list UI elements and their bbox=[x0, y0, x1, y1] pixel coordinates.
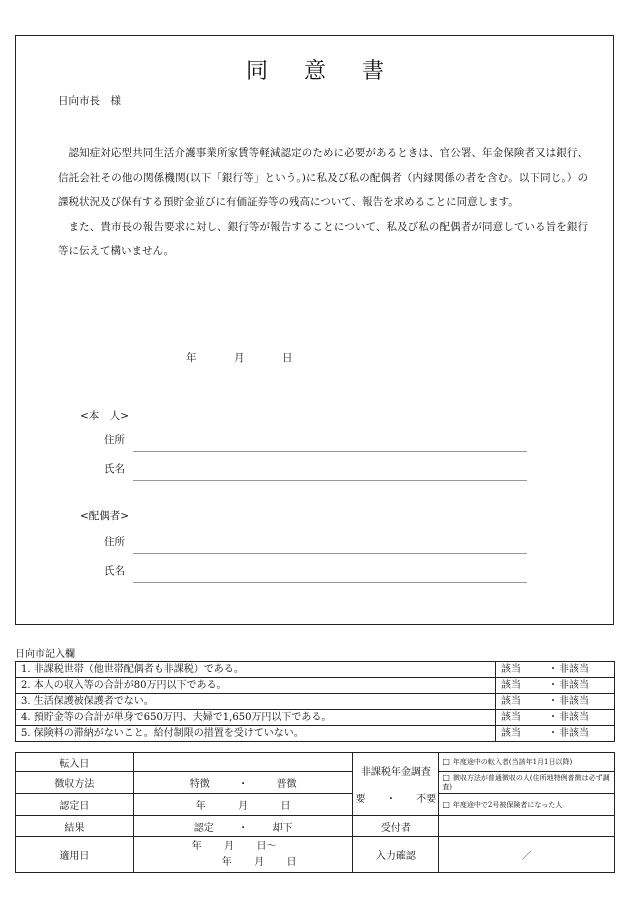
condition-text: 3. 生活保護被保護者でない。 bbox=[16, 694, 496, 710]
separator: ・ bbox=[238, 822, 249, 834]
applicable-option[interactable]: 該当 bbox=[501, 728, 521, 739]
not-applicable-option[interactable]: 非該当 bbox=[559, 728, 589, 739]
separator: ・ bbox=[548, 696, 558, 707]
consent-body bbox=[58, 141, 588, 264]
checkbox-icon[interactable]: □ bbox=[442, 773, 450, 782]
applicable-option[interactable]: 該当 bbox=[501, 696, 521, 707]
approved-option[interactable]: 認定 bbox=[193, 822, 214, 834]
separator: ・ bbox=[548, 712, 558, 723]
date-day-label: 日 bbox=[282, 352, 293, 364]
input-check-field[interactable] bbox=[439, 837, 615, 873]
condition-choice bbox=[496, 662, 615, 678]
date-year-label: 年 bbox=[186, 352, 197, 364]
applied-date-label: 適用日 bbox=[16, 837, 134, 873]
office-form-table bbox=[15, 752, 615, 873]
input-check-label: 入力確認 bbox=[353, 837, 439, 873]
condition-row bbox=[16, 694, 615, 710]
eligibility-table bbox=[15, 661, 615, 742]
separator: ・ bbox=[548, 680, 558, 691]
condition-text: 5. 保険料の滞納がないこと。給付制限の措置を受けていない。 bbox=[16, 726, 496, 742]
condition-text: 2. 本人の収入等の合計が80万円以下である。 bbox=[16, 678, 496, 694]
principal-label: <本 人> bbox=[80, 410, 130, 422]
note-transfer[interactable]: □ 年度途中の転入者(当該年1月1日以降) bbox=[439, 753, 615, 772]
receiver-field[interactable] bbox=[439, 816, 615, 837]
applicable-option[interactable]: 該当 bbox=[501, 680, 521, 691]
condition-row bbox=[16, 726, 615, 742]
not-applicable-option[interactable]: 非該当 bbox=[559, 680, 589, 691]
condition-choice bbox=[496, 710, 615, 726]
applicable-option[interactable]: 該当 bbox=[501, 712, 521, 723]
not-applicable-option[interactable]: 非該当 bbox=[559, 664, 589, 675]
collection-method-label: 徴収方法 bbox=[16, 772, 134, 794]
spouse-name-label: 氏名 bbox=[104, 565, 125, 577]
note-second-insured[interactable]: □ 年度途中で2号被保険者になった人 bbox=[439, 794, 615, 816]
condition-row bbox=[16, 710, 615, 726]
spouse-name-field[interactable] bbox=[133, 582, 527, 583]
transfer-date-field[interactable] bbox=[133, 753, 353, 772]
principal-name-field[interactable] bbox=[133, 480, 527, 481]
checkbox-icon[interactable]: □ bbox=[442, 799, 450, 809]
not-applicable-option[interactable]: 非該当 bbox=[559, 696, 589, 707]
special-collection-option[interactable]: 特徴 bbox=[189, 779, 210, 790]
condition-text: 1. 非課税世帯（他世帯配偶者も非課税）である。 bbox=[16, 662, 496, 678]
survey-needed-option[interactable]: 要 bbox=[355, 794, 366, 805]
applicable-option[interactable]: 該当 bbox=[501, 664, 521, 675]
recognition-date-field[interactable]: 年 月 日 bbox=[133, 794, 353, 816]
principal-address-field[interactable] bbox=[133, 451, 527, 452]
receiver-label: 受付者 bbox=[353, 816, 439, 837]
condition-choice bbox=[496, 678, 615, 694]
normal-collection-option[interactable]: 普徴 bbox=[276, 779, 297, 790]
spouse-address-label: 住所 bbox=[104, 536, 125, 548]
collection-method-field bbox=[133, 772, 353, 794]
page-title: 同意書 bbox=[245, 59, 420, 84]
note-collection[interactable]: □ 徴収方法が普通徴収の人(住所地特例普徴は必ず調査) bbox=[439, 772, 615, 794]
consent-paragraph: 認知症対応型共同生活介護事業所家賃等軽減認定のために必要があるときは、官公署、年金保険者又は銀行、信託会社その他の関係機関(以下「銀行等」という。)に私及び私の配偶者（内縁関係の者を含む。以下同じ。）の課税状況及び保有する預貯金並びに有価証券等の残高について、報告を求めることに同意します。 bbox=[58, 147, 588, 208]
separator: ・ bbox=[548, 728, 558, 739]
spouse-address-field[interactable] bbox=[133, 553, 527, 554]
separator: ・ bbox=[548, 664, 558, 675]
addressee: 日向市長 様 bbox=[58, 95, 121, 107]
pension-survey-cell bbox=[353, 753, 439, 816]
pension-survey-label: 非課税年金調査 bbox=[360, 767, 431, 778]
date-month-label: 月 bbox=[234, 352, 245, 364]
principal-address-label: 住所 bbox=[104, 434, 125, 446]
slash-mark: ／ bbox=[521, 851, 532, 862]
condition-choice bbox=[496, 694, 615, 710]
transfer-date-label: 転入日 bbox=[16, 753, 134, 772]
separator: ・ bbox=[238, 779, 249, 790]
result-label: 結果 bbox=[16, 816, 134, 837]
principal-name-label: 氏名 bbox=[104, 463, 125, 475]
spouse-label: <配偶者> bbox=[80, 510, 130, 522]
condition-choice bbox=[496, 726, 615, 742]
separator: ・ bbox=[385, 794, 396, 805]
consent-paragraph: また、貴市長の報告要求に対し、銀行等が報告することについて、私及び私の配偶者が同意している旨を銀行等に伝えて構いません。 bbox=[58, 220, 588, 257]
office-section-title: 日向市記入欄 bbox=[15, 649, 75, 660]
applied-date-field[interactable]: 年 月 日〜 年 月 日 bbox=[133, 837, 353, 873]
condition-text: 4. 預貯金等の合計が単身で650万円、夫婦で1,650万円以下である。 bbox=[16, 710, 496, 726]
not-applicable-option[interactable]: 非該当 bbox=[559, 712, 589, 723]
checkbox-icon[interactable]: □ bbox=[442, 757, 450, 766]
rejected-option[interactable]: 却下 bbox=[272, 822, 293, 834]
recognition-date-label: 認定日 bbox=[16, 794, 134, 816]
result-field bbox=[133, 816, 353, 837]
condition-row bbox=[16, 678, 615, 694]
condition-row bbox=[16, 662, 615, 678]
survey-not-needed-option[interactable]: 不要 bbox=[416, 794, 437, 805]
